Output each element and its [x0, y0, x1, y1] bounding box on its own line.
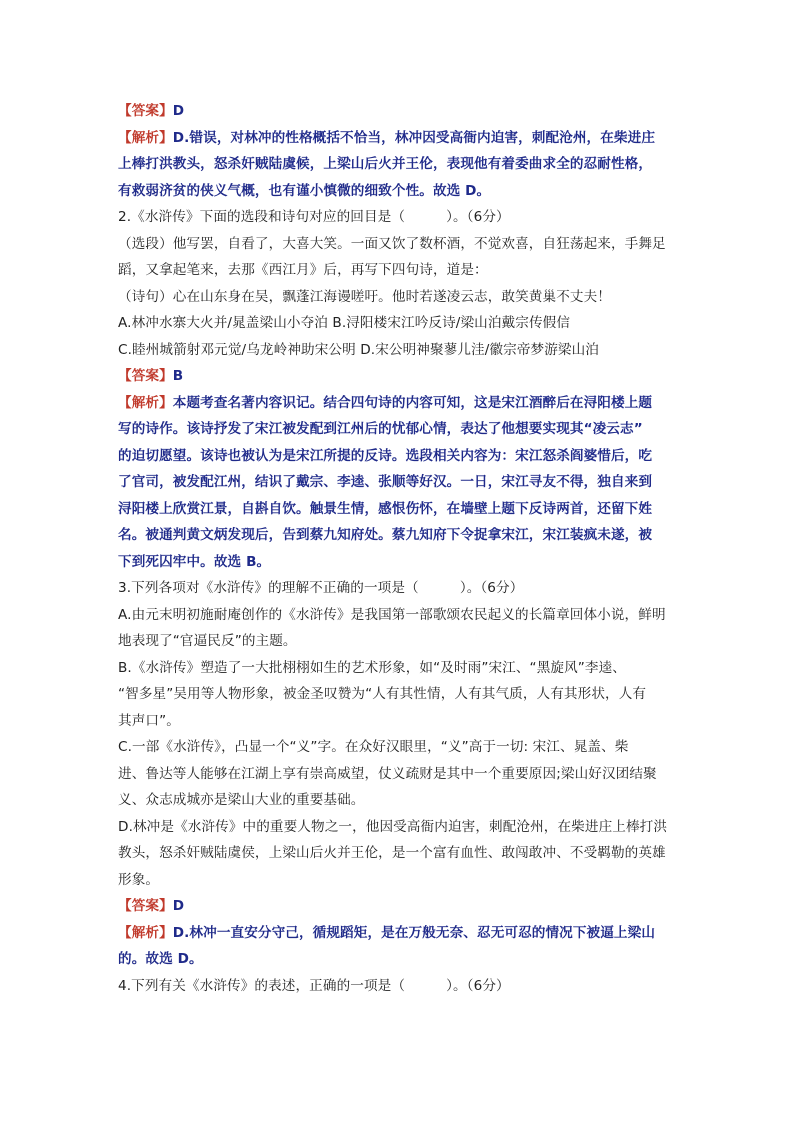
question-line	[118, 628, 714, 655]
question-line	[118, 761, 714, 788]
question-line	[118, 231, 714, 258]
section-tag: 【答案】	[118, 368, 173, 384]
line-text: 下到死囚牢中。故选 B。	[118, 553, 271, 570]
line-text: 教头，怒杀奸贼陆虞侯，上梁山后火并王伦，是一个富有血性、敢闯敢冲、不受羁勒的英雄	[118, 845, 666, 861]
question-line	[118, 204, 714, 231]
line-text: 形象。	[118, 871, 160, 888]
line-text: （选段）他写罢，自看了，大喜大笑。一面又饮了数杯酒，不觉欢喜，自狂荡起来，手舞足	[118, 235, 666, 252]
answer-line	[118, 920, 714, 947]
line-text: 上棒打洪教头，怒杀奸贼陆虞候，上梁山后火并王伦，表现他有着委曲求全的忍耐性格，	[118, 156, 653, 172]
line-text: 进、鲁达等人能够在江湖上享有崇高威望，仗义疏财是其中一个重要原因;梁山好汉团结聚	[118, 765, 657, 782]
answer-line	[118, 178, 714, 205]
line-text: 义、众志成城亦是梁山大业的重要基础。	[118, 792, 365, 808]
answer-line	[118, 893, 714, 920]
answer-line	[118, 125, 714, 152]
section-tag: 【解析】	[118, 394, 173, 411]
answer-line	[118, 363, 714, 390]
line-text: 2.《水浒传》下面的选段和诗句对应的回目是（ ）。（6分）	[118, 209, 510, 225]
answer-line	[118, 416, 714, 443]
question-line	[118, 787, 714, 814]
line-text: 名。被通判黄文炳发现后，告到蔡九知府处。蔡九知府下令捉拿宋江，宋江装疯未遂，被	[118, 527, 653, 543]
question-line	[118, 814, 714, 841]
answer-line	[118, 469, 714, 496]
question-line	[118, 973, 714, 1000]
question-line	[118, 655, 714, 682]
section-tag: 【解析】	[118, 924, 173, 941]
question-line	[118, 734, 714, 761]
line-text: （诗句）心在山东身在吴，飘蓬江海谩嗟吁。他时若遂凌云志，敢笑黄巢不丈夫！	[118, 288, 611, 305]
line-text: 的迫切愿望。该诗也被认为是宋江所提的反诗。选段相关内容为：宋江怒杀阎婆惜后，吃	[118, 447, 653, 464]
line-text: D.林冲是《水浒传》中的重要人物之一，他因受高衙内迫害，刺配沧州，在柴进庄上棒打洪	[118, 818, 668, 835]
line-text: C.睦州城箭射邓元觉/乌龙岭神助宋公明 D.宋公明神聚蓼儿洼/徽宗帝梦游梁山泊	[118, 341, 599, 358]
line-text: A.由元末明初施耐庵创作的《水浒传》是我国第一部歌颂农民起义的长篇章回体小说，鲜明	[118, 606, 666, 623]
line-text: A.林冲水寨大火并/晁盖梁山小夺泊 B.浔阳楼宋江吟反诗/梁山泊戴宗传假信	[118, 315, 571, 331]
line-text: D.错误，对林冲的性格概括不恰当，林冲因受高衙内迫害，刺配沧州，在柴进庄	[172, 129, 656, 146]
question-line	[118, 310, 714, 337]
answer-line	[118, 549, 714, 576]
section-tag: 【答案】	[118, 898, 173, 914]
line-text: 了官司，被发配江州，结识了戴宗、李逵、张顺等好汉。一日，宋江寻友不得，独自来到	[118, 474, 653, 490]
line-text: D	[172, 898, 185, 914]
line-text: 的。故选 D。	[118, 951, 203, 967]
line-text: 写的诗作。该诗抒发了宋江被发配到江州后的忧郁心情，表达了他想要实现其“凌云志”	[118, 421, 643, 437]
question-line	[118, 708, 714, 735]
question-line	[118, 867, 714, 894]
question-line	[118, 337, 714, 364]
line-text: B	[172, 368, 184, 384]
line-text: 4.下列有关《水浒传》的表述，正确的一项是（ ）。（6分）	[118, 977, 510, 994]
answer-line	[118, 98, 714, 125]
answer-line	[118, 946, 714, 973]
line-text: B.《水浒传》塑造了一大批栩栩如生的艺术形象，如“及时雨”宋江、“黑旋风”李逵、	[118, 659, 627, 676]
question-line	[118, 257, 714, 284]
answer-line	[118, 522, 714, 549]
line-text: 其声口”。	[118, 712, 180, 729]
answer-line	[118, 443, 714, 470]
question-line	[118, 284, 714, 311]
section-tag: 【解析】	[118, 129, 173, 146]
answer-line	[118, 496, 714, 523]
answer-line	[118, 390, 714, 417]
line-text: D.林冲一直安分守己，循规蹈矩，是在万般无奈、忍无可忍的情况下被逼上梁山	[172, 924, 656, 941]
section-tag: 【答案】	[118, 103, 173, 119]
line-text: 浔阳楼上欣赏江景，自斟自饮。触景生情，感恨伤怀，在墙壁上题下反诗两首，还留下姓	[118, 500, 653, 517]
question-line	[118, 840, 714, 867]
answer-line	[118, 151, 714, 178]
line-text: C.一部《水浒传》，凸显一个“义”字。在众好汉眼里，“义”高于一切: 宋江、晁盖、柴	[118, 739, 629, 755]
line-text: “智多星”吴用等人物形象，被金圣叹赞为“人有其性情，人有其气质，人有其形状，人有	[118, 686, 647, 702]
question-line	[118, 602, 714, 629]
line-text: 本题考查名著内容识记。结合四句诗的内容可知，这是宋江酒醉后在浔阳楼上题	[172, 394, 653, 411]
question-line	[118, 681, 714, 708]
line-text: 3.下列各项对《水浒传》的理解不正确的一项是（ ）。（6分）	[118, 580, 524, 596]
line-text: 地表现了“官逼民反”的主题。	[118, 633, 297, 649]
line-text: D	[172, 103, 185, 119]
line-text: 有救弱济贫的侠义气概，也有谨小慎微的细致个性。故选 D。	[118, 182, 491, 199]
line-text: 蹈，又拿起笔来，去那《西江月》后，再写下四句诗，道是：	[118, 262, 488, 278]
question-line	[118, 575, 714, 602]
